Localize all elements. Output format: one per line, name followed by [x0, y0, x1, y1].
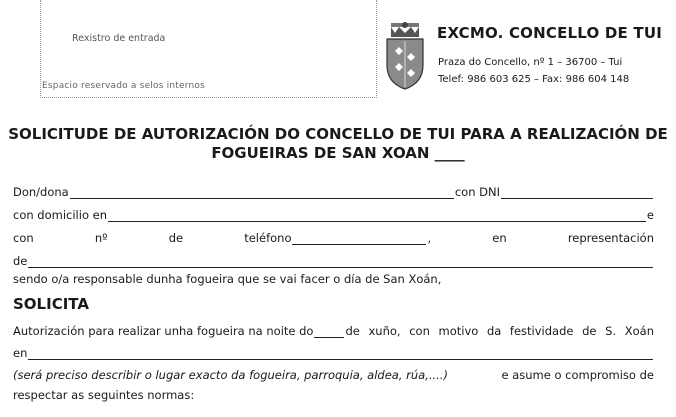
phone-comma: , — [427, 231, 432, 245]
night-row — [13, 322, 654, 338]
address-row — [13, 206, 654, 222]
registry-reserved-label: Espacio reservado a selos internos — [42, 81, 205, 91]
phone-en: en — [492, 231, 507, 245]
location-note: (será preciso describir o lugar exacto da fogueira, parroquia, aldea, rúa,....) — [13, 368, 448, 382]
dni-label: con DNI — [454, 185, 500, 199]
location-row — [13, 344, 654, 360]
represented-field[interactable] — [28, 256, 653, 268]
phone-num: nº — [94, 231, 108, 245]
represented-label: de — [13, 254, 28, 268]
form-title-line2: FOGUEIRAS DE SAN XOAN ____ — [211, 144, 465, 162]
rules-intro: respectar as seguintes normas: — [13, 388, 195, 402]
address-label: con domicilio en — [13, 208, 107, 222]
address-and: e — [646, 208, 654, 222]
note-row — [13, 366, 654, 382]
night-day-field[interactable] — [314, 326, 344, 338]
phone-con: con — [13, 231, 34, 245]
organization-address: Praza do Concello, nº 1 – 36700 – Tui — [438, 57, 623, 68]
location-field[interactable] — [28, 348, 653, 360]
represented-row — [13, 252, 654, 268]
location-label: en — [13, 346, 28, 360]
coat-of-arms-icon — [383, 21, 427, 91]
phone-label: teléfono — [244, 231, 292, 245]
phone-field[interactable] — [292, 233, 426, 245]
name-field[interactable] — [70, 187, 454, 199]
night-text-before: Autorización para realizar unha fogueira na noite do — [13, 324, 314, 338]
organization-phone: Telef: 986 603 625 – Fax: 986 604 148 — [438, 74, 630, 85]
form-title-line1: SOLICITUDE DE AUTORIZACIÓN DO CONCELLO DE TUI PARA A REALIZACIÓN DE — [8, 125, 668, 143]
solicita-heading: SOLICITA — [13, 295, 89, 313]
address-field[interactable] — [108, 210, 646, 222]
organization-name: EXCMO. CONCELLO DE TUI — [437, 24, 662, 42]
responsibility-text: sendo o/a responsable dunha fogueira que se vai facer o día de San Xoán, — [13, 272, 442, 286]
commitment-text: e asume o compromiso de — [501, 368, 654, 382]
name-dni-row — [13, 183, 654, 199]
phone-row — [13, 229, 654, 245]
registry-box — [40, 0, 377, 98]
registry-entry-label: Rexistro de entrada — [72, 33, 166, 44]
dni-field[interactable] — [501, 187, 653, 199]
night-text-after: de xuño, con motivo da festividade de S. Xoán — [345, 324, 654, 338]
name-label: Don/dona — [13, 185, 69, 199]
phone-de: de — [168, 231, 184, 245]
representation-label: representación — [567, 231, 654, 245]
